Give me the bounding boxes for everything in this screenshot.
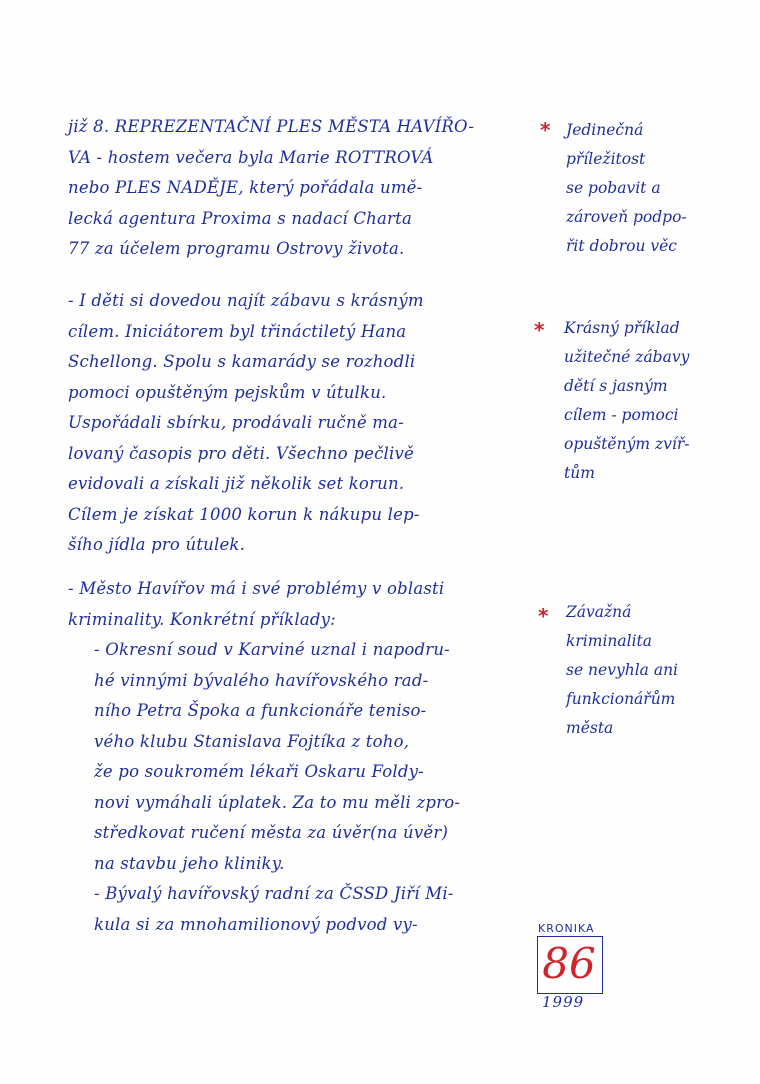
criminality-examples xyxy=(72,635,556,940)
text-line: novi vymáhali úplatek. Za to mu měli zpro- xyxy=(94,792,461,812)
stamp-label: KRONIKA xyxy=(538,922,595,935)
text-line: - I děti si dovedou najít zábavu s krásným xyxy=(68,291,424,310)
text-line: VA - hostem večera byla Marie ROTTROVÁ xyxy=(68,147,434,167)
text-line: lovaný časopis pro děti. Všechno pečlivě xyxy=(68,443,414,463)
note-line: Závažná xyxy=(566,603,632,621)
note-line: tům xyxy=(564,464,595,482)
note-line: dětí s jasným xyxy=(564,377,668,395)
text-line: již 8. REPREZENTAČNÍ PLES MĚSTA HAVÍŘO- xyxy=(68,117,475,136)
note-line: se nevyhla ani xyxy=(566,661,679,679)
text-line: - Okresní soud v Karviné uznal i napodru- xyxy=(94,640,450,659)
text-line: kriminality. Konkrétní příklady: xyxy=(68,609,336,629)
note-line: Jedinečná xyxy=(566,121,644,139)
chronicle-page-stamp xyxy=(534,922,608,1012)
text-line: že po soukromém lékaři Oskaru Foldy- xyxy=(94,762,424,781)
text-line: Schellong. Spolu s kamarády se rozhodli xyxy=(68,352,416,371)
note-line: příležitost xyxy=(566,150,646,168)
text-line: hé vinnými bývalého havířovského rad- xyxy=(94,670,429,690)
note-line: cílem - pomoci xyxy=(564,406,679,424)
text-line: - Bývalý havířovský radní za ČSSD Jiří Mi- xyxy=(94,884,454,903)
text-line: evidovali a získali již několik set korun. xyxy=(68,474,405,493)
margin-note-criminality xyxy=(566,598,760,743)
text-line: nebo PLES NADĚJE, který pořádala umě- xyxy=(68,178,423,197)
text-line: vého klubu Stanislava Fojtíka z toho, xyxy=(94,731,410,751)
note-line: řit dobrou věc xyxy=(566,237,677,255)
text-line: Cílem je získat 1000 korun k nákupu lep- xyxy=(68,504,420,524)
paragraph-ball xyxy=(68,112,530,265)
text-line: 77 za účelem programu Ostrovy života. xyxy=(68,239,405,258)
note-line: města xyxy=(566,719,614,737)
margin-note-children xyxy=(564,314,760,488)
note-line: Krásný příklad xyxy=(564,319,680,337)
paragraph-children-shelter xyxy=(68,286,530,561)
text-line: lecká agentura Proxima s nadací Charta xyxy=(68,208,412,228)
note-marker-star: * xyxy=(534,318,545,342)
text-line: středkovat ručení města za úvěr(na úvěr) xyxy=(94,823,449,842)
text-line: pomoci opuštěným pejskům v útulku. xyxy=(68,382,387,402)
text-line: cílem. Iniciátorem byl třináctiletý Hana xyxy=(68,321,407,341)
text-line: kula si za mnohamilionový podvod vy- xyxy=(94,914,418,934)
note-line: užitečné zábavy xyxy=(564,348,690,366)
text-line: šího jídla pro útulek. xyxy=(68,535,246,554)
text-line: na stavbu jeho kliniky. xyxy=(94,853,285,873)
stamp-year: 1999 xyxy=(542,993,585,1011)
margin-note-ball xyxy=(566,116,760,261)
note-line: opuštěným zvíř- xyxy=(564,435,690,453)
note-line: zároveň podpo- xyxy=(566,208,687,226)
note-marker-star: * xyxy=(538,604,549,628)
text-line: Uspořádali sbírku, prodávali ručně ma- xyxy=(68,413,404,432)
note-marker-star: * xyxy=(540,118,551,142)
text-line: ního Petra Špoka a funkcionáře teniso- xyxy=(94,701,427,720)
page-number: 86 xyxy=(542,939,596,988)
text-line: - Město Havířov má i své problémy v oblasti xyxy=(68,579,445,598)
note-line: kriminalita xyxy=(566,632,653,650)
note-line: se pobavit a xyxy=(566,179,661,197)
note-line: funkcionářům xyxy=(566,690,676,708)
paragraph-criminality xyxy=(68,574,530,635)
